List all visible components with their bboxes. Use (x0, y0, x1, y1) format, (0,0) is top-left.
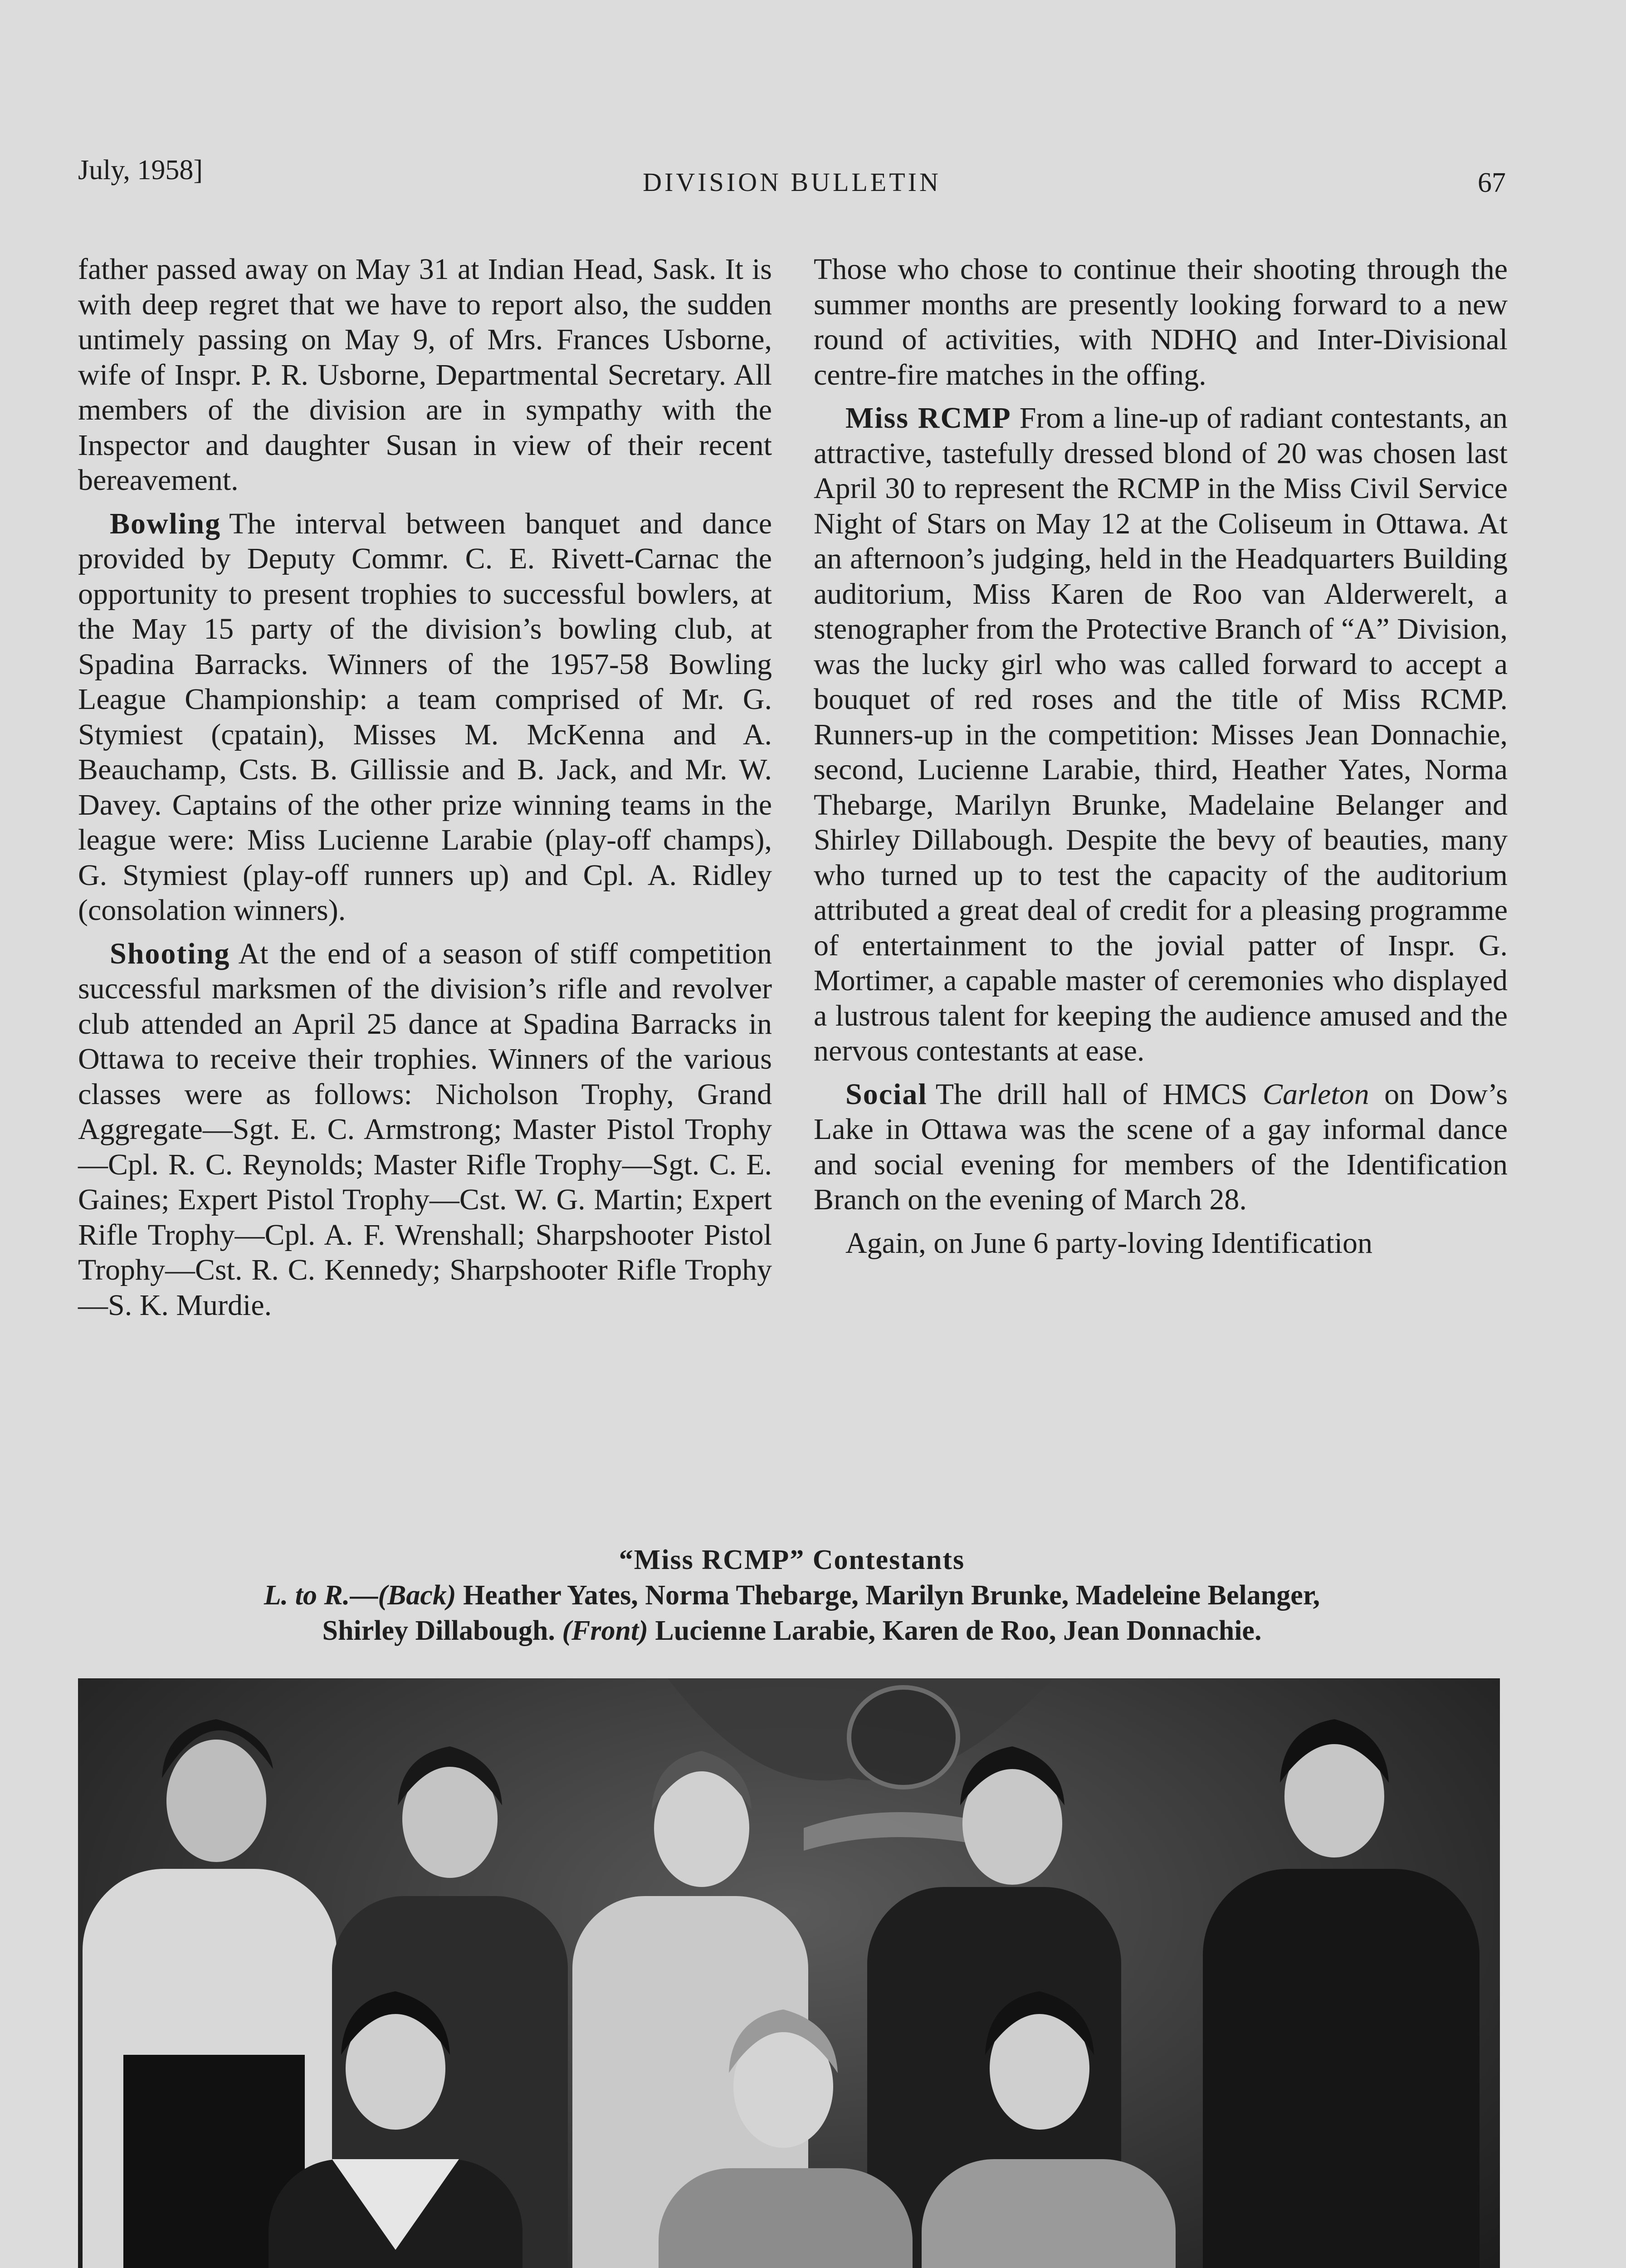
ship-name: Carleton (1262, 1077, 1369, 1111)
paragraph-miss-rcmp: Miss RCMP From a line-up of radiant contestants, an attractive, tastefully dressed blond of 20 was chosen last April 30 to represent the RCMP in the Miss Civil Service Night of Stars on May 12 at the Coliseum in Ottawa. At an afternoon’s judging, held in the Headquarters Building auditorium, Miss Karen de Roo van Alderwerelt, a stenographer from the Protective Branch of “A” Division, was the lucky girl who was called forward to accept a bouquet of red roses and the title of Miss RCMP. Runners-up in the competition: Misses Jean Donnachie, second, Lucienne Larabie, third, Heather Yates, Norma Thebarge, Marilyn Brunke, Madelaine Belanger and Shirley Dillabough. Despite the bevy of beauties, many who turned up to test the capacity of the auditorium attributed a great deal of credit for a pleasing programme of entertainment to the jovial patter of Inspr. G. Mortimer, a capable master of ceremonies who displayed a lustrous talent for keeping the audience amused and the nervous contestants at ease. (814, 401, 1508, 1067)
paragraph-bowling: Bowling The interval between banquet and dance provided by Deputy Commr. C. E. Rivett-Carnac the opportunity to present trophies to successful bowlers, at the May 15 party of the division’s bowling club, at Spadina Barracks. Winners of the 1957-58 Bowling League Championship: a team comprised of Mr. G. Stymiest (cpatain), Misses M. McKenna and A. Beauchamp, Csts. B. Gillissie and B. Jack, and Mr. W. Davey. Captains of the other prize winning teams in the league were: Miss Lucienne Larabie (play-off champs), G. Stymiest (play-off runners up) and Cpl. A. Ridley (consolation winners). (78, 507, 772, 927)
paragraph-bereavement: father passed away on May 31 at Indian Head, Sask. It is with deep regret that we have to report also, the sudden untimely passing on May 9, of Mrs. Frances Usborne, wife of Inspr. P. R. Usborne, Departmental Secretary. All members of the division are in sympathy with the Inspector and daughter Susan in view of their recent bereavement. (78, 253, 772, 497)
right-column (814, 252, 1508, 1269)
photo-illustration (78, 1678, 1500, 2268)
issue-date: July, 1958] (78, 155, 203, 186)
paragraph-social: Social The drill hall of HMCS Carleton on Dow’s Lake in Ottawa was the scene of a gay informal dance and social evening for members of the Identification Branch on the evening of March 28. (814, 1077, 1508, 1216)
running-head (78, 154, 1506, 198)
section-heading-shooting: Shooting (110, 937, 230, 970)
caption-back-row: L. to R.—(Back) Heather Yates, Norma Thebarge, Marilyn Brunke, Madeleine Belanger, (264, 1580, 1320, 1611)
paragraph-closing: Again, on June 6 party-loving Identification (845, 1226, 1373, 1260)
paragraph-shooting-continued: Those who chose to continue their shooting through the summer months are presently looking forward to a new round of activities, with NDHQ and Inter-Divisional centre-fire matches in the offing. (814, 253, 1508, 391)
left-column (78, 252, 772, 1331)
caption-front-row: Shirley Dillabough. (Front) Lucienne Larabie, Karen de Roo, Jean Donnachie. (322, 1615, 1262, 1646)
photo-caption (78, 1542, 1506, 1648)
paragraph-shooting: Shooting At the end of a season of stiff competition successful marksmen of the division’s rifle and revolver club attended an April 25 dance at Spadina Barracks in Ottawa to receive their trophies. Winners of the various classes were as follows: Nicholson Trophy, Grand Aggregate—Sgt. E. C. Armstrong; Master Pistol Trophy—Cpl. R. C. Reynolds; Master Rifle Trophy—Sgt. C. E. Gaines; Expert Pistol Trophy—Cst. W. G. Martin; Expert Rifle Trophy—Cpl. A. F. Wrenshall; Sharpshooter Pistol Trophy—Cst. R. C. Kennedy; Sharpshooter Rifle Trophy—S. K. Murdie. (78, 937, 772, 1322)
section-heading-social: Social (845, 1077, 928, 1111)
publication-title: DIVISION BULLETIN (643, 167, 941, 197)
section-heading-miss-rcmp: Miss RCMP (845, 401, 1011, 435)
section-heading-bowling: Bowling (110, 507, 221, 540)
group-photograph (78, 1678, 1500, 2268)
caption-title: “Miss RCMP” Contestants (619, 1545, 965, 1575)
page-number: 67 (1478, 167, 1506, 198)
article-body (78, 252, 1506, 1499)
